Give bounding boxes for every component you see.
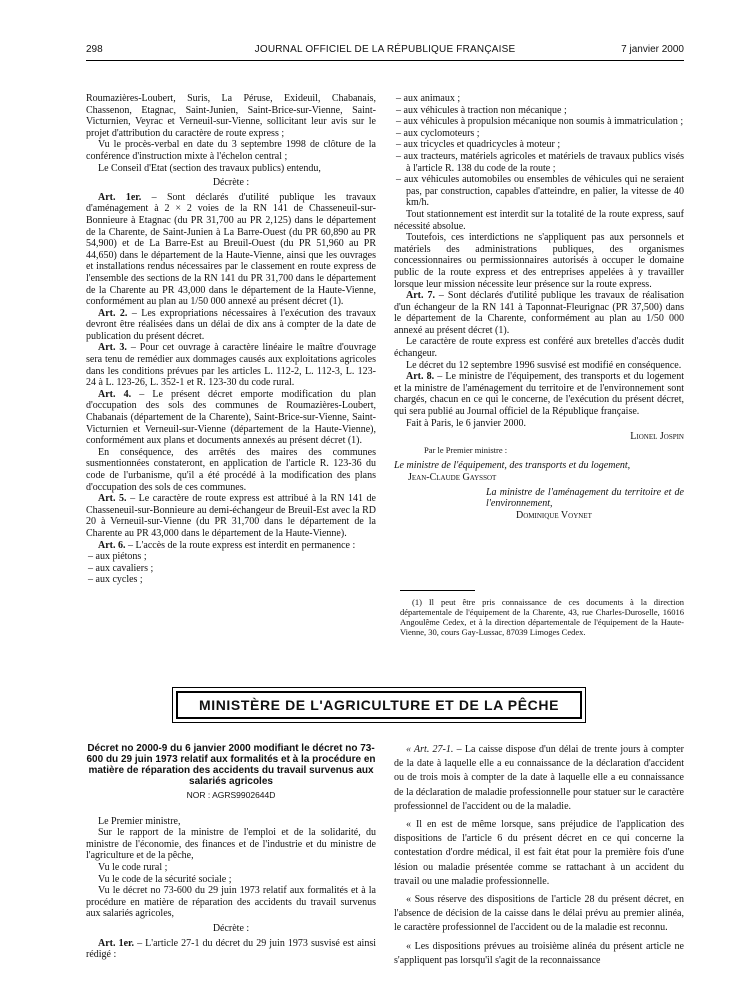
article-2: Art. 2. – Les expropriations nécessaires à l'exécution des travaux devront être réalisées dans un délai de dix ans à compter de la date de publication du présent décret. [86, 307, 377, 342]
paragraph: Tout stationnement est interdit sur la totalité de la route express, sauf nécessité absolue. [394, 208, 684, 232]
minister-title: Le ministre de l'équipement, des transports et du logement, [394, 460, 631, 472]
minister-name: Dominique Voynet [516, 509, 592, 521]
list-item: – aux cyclomoteurs ; [396, 127, 480, 139]
article-1: Art. 1er. – Sont déclarés d'utilité publique les travaux d'aménagement à 2 × 2 voies de la RN 141 de Chasseneuil-sur-Bonnieure à Etagnac (du PR 31,700 au PR 2,125) dans le département de la Charente, de Saint-Junien à La Barre-Ouest (du PR 60,890 au PR 54,900) et de La Barre-Est au Breuil-Ouest (du PR 51,960 au PR 44,650) dans le département de la Haute-Vienne, ainsi que les ouvrages et installations rendus nécessaires par le classement en route express de l'ensemble des sections de la RN 141 du PR 31,700 dans le département de la Charente au PR 43,000 dans le département de la Haute-Vienne, conformément au plan au 1/50 000 annexé au présent décret (1). [86, 191, 376, 308]
list-item: – aux véhicules à traction non mécanique ; [396, 104, 567, 116]
paragraph: Le Premier ministre, [98, 815, 181, 827]
page-header [86, 44, 684, 58]
decree-title: Décret no 2000-9 du 6 janvier 2000 modifiant le décret no 73-600 du 29 juin 1973 relatif aux formalités et à la procédure en matière de réparation des accidents du travail survenus aux salariés agricoles [86, 743, 376, 787]
paragraph: Le décret du 12 septembre 1996 susvisé est modifié en conséquence. [406, 359, 682, 371]
paragraph: Roumazières-Loubert, Suris, La Péruse, Exideuil, Chabanais, Chassenon, Etagnac, Saint-Junien, Saint-Brice-sur-Vienne, Saint-Victurnien, Veyrac et Verneuil-sur-Vienne, sollicitant leur avis sur le projet d'attribution du caractère de route express ; [86, 93, 376, 139]
footnote: (1) Il peut être pris connaissance de ces documents à la direction départementale de l'équipement de la Charente, 43, rue Charles-Duroselle, 16016 Angoulême Cedex, et à la direction départementale de l'équipement de la Haute-Vienne, 30, cours Gay-Lussac, 87039 Limoges Cedex. [400, 597, 684, 637]
article-4: Art. 4. – Le présent décret emporte modification du plan d'occupation des sols des communes de Roumazières-Loubert, Chabanais (département de la Charente), Saint-Brice-sur-Vienne, Saint-Victurnien et Verneuil-sur-Vienne (département de la Haute-Vienne), conformément aux plans et documents annexés au présent décret (1). [86, 388, 376, 447]
minister-name: Jean-Claude Gayssot [408, 472, 497, 483]
paragraph: « Il en est de même lorsque, sans préjudice de l'application des dispositions de l'article 6 du présent décret en ce qui concerne la contestation d'ordre médical, il est fait état pour la première fois d'une lésion ou maladie présentée comme se rattachant à un accident du travail ou une maladie professionnelle. [394, 819, 684, 887]
list-item: – aux véhicules automobiles ou ensembles de véhicules qui ne seraient pas, par construction, capables d'atteindre, en palier, la vitesse de 40 km/h. [396, 174, 684, 209]
signature-line: Par le Premier ministre : [424, 444, 508, 455]
list-item: – aux tracteurs, matériels agricoles et matériels de travaux publics visés à l'article R. 138 du code de la route ; [396, 150, 684, 174]
nor-reference: NOR : AGRS9902644D [186, 790, 276, 800]
article-5: Art. 5. – Le caractère de route express est attribué à la RN 141 de Chasseneuil-sur-Bonnieure au demi-échangeur de Breuil-Est avec la RD 20 à Verneuil-sur-Vienne (du PR 31,700 dans le département de la Charente au PR 43,000 dans le département de la Haute-Vienne). [86, 493, 376, 539]
signer-name: Lionel Jospin [630, 431, 684, 443]
paragraph: Toutefois, ces interdictions ne s'appliquent pas aux personnels et matériels des administrations publiques, des organismes concessionnaires ou permissionnaires autorisés à occuper le domaine public de la route express et des entreprises appelées à y travailler lorsque leur mission nécessite leur présence sur la route express. [394, 232, 684, 290]
list-item: – aux tricycles et quadricycles à moteur ; [396, 139, 561, 151]
list-item: – aux véhicules à propulsion mécanique non soumis à immatriculation ; [396, 116, 684, 128]
article-6: Art. 6. – L'accès de la route express est interdit en permanence : [98, 539, 356, 551]
ministry-banner: MINISTÈRE DE L'AGRICULTURE ET DE LA PÊCHE [176, 691, 582, 719]
article-8: Art. 8. – Le ministre de l'équipement, des transports et du logement et la ministre de l'aménagement du territoire et de l'environnement sont chargés, chacun en ce qui le concerne, de l'exécution du présent décret, qui sera publié au Journal officiel de la République française. [394, 371, 685, 418]
article-7: Art. 7. – Sont déclarés d'utilité publique les travaux de réalisation d'un échangeur de la RN 141 à Taponnat-Fleurignac (PR 37,500) dans le département de la Charente, conformément au plan au 1/50 000 annexé au présent décret (1). [394, 290, 685, 336]
right-column [394, 93, 684, 521]
paragraph: « Sous réserve des dispositions de l'article 28 du présent décret, en l'absence de décision de la caisse dans le délai prévu au premier alinéa, le caractère professionnel de l'accident ou de la maladie est reconnu. [394, 894, 684, 934]
list-item: – aux animaux ; [396, 93, 461, 104]
list-item: – aux piétons ; [88, 551, 147, 563]
paragraph: Sur le rapport de la ministre de l'emploi et de la solidarité, du ministre de l'économie, des finances et de l'industrie et du ministre de l'agriculture et de la pêche, [86, 827, 376, 862]
issue-date: 7 janvier 2000 [621, 44, 684, 55]
decree-left-column [86, 743, 376, 961]
minister-title: La ministre de l'aménagement du territoire et de l'environnement, [486, 486, 684, 510]
footnote-rule [400, 590, 475, 591]
quoted-article: « Art. 27-1. – La caisse dispose d'un délai de trente jours à compter de la date à laquelle elle a eu connaissance de la déclaration d'accident ou de trois mois à compter de la date à laquelle elle a eu connaissance de la déclaration de maladie professionnelle pour statuer sur le caractère professionnel de l'accident ou de la maladie. [394, 744, 684, 812]
article-3: Art. 3. – Pour cet ouvrage à caractère linéaire le maître d'ouvrage sera tenu de remédier aux dommages causés aux exploitations agricoles dans les conditions prévues par les articles L. 112-2, L. 112-3, L. 123-24 à L. 123-26, L. 352-1 et R. 123-30 du code rural. [86, 342, 377, 389]
paragraph: Vu le procès-verbal en date du 3 septembre 1998 de clôture de la conférence d'instruction mixte à l'échelon central ; [86, 139, 376, 162]
paragraph: Vu le décret no 73-600 du 29 juin 1973 relatif aux formalités et à la procédure en matière de réparation des accidents du travail survenus aux salariés agricoles, [86, 885, 376, 920]
journal-title: JOURNAL OFFICIEL DE LA RÉPUBLIQUE FRANÇAISE [254, 44, 516, 55]
list-item: – aux cavaliers ; [88, 562, 154, 574]
decrete-heading: Décrète : [212, 922, 250, 934]
paragraph: En conséquence, des arrêtés des maires des communes susmentionnées constateront, en application de l'article R. 123-36 du code de l'urbanisme, qu'il a été procédé à la modification des plans d'occupation des sols de ces communes. [86, 446, 376, 493]
decrete-heading: Décrète : [212, 177, 250, 189]
list-item: – aux cycles ; [88, 574, 143, 586]
signature-date: Fait à Paris, le 6 janvier 2000. [406, 417, 526, 429]
paragraph: Vu le code rural ; [98, 861, 168, 873]
paragraph: Le Conseil d'Etat (section des travaux publics) entendu, [98, 162, 321, 174]
article-1: Art. 1er. – L'article 27-1 du décret du 29 juin 1973 susvisé est ainsi rédigé : [86, 937, 377, 961]
page-number: 298 [86, 44, 103, 55]
header-rule [86, 60, 684, 61]
left-column [86, 93, 376, 586]
paragraph: Vu le code de la sécurité sociale ; [98, 873, 232, 885]
decree-right-column [394, 743, 684, 968]
paragraph: « Les dispositions prévues au troisième alinéa du présent article ne s'appliquent pas lorsqu'il s'agit de la reconnaissance [394, 940, 684, 966]
paragraph: Le caractère de route express est conféré aux bretelles d'accès dudit échangeur. [394, 336, 684, 360]
